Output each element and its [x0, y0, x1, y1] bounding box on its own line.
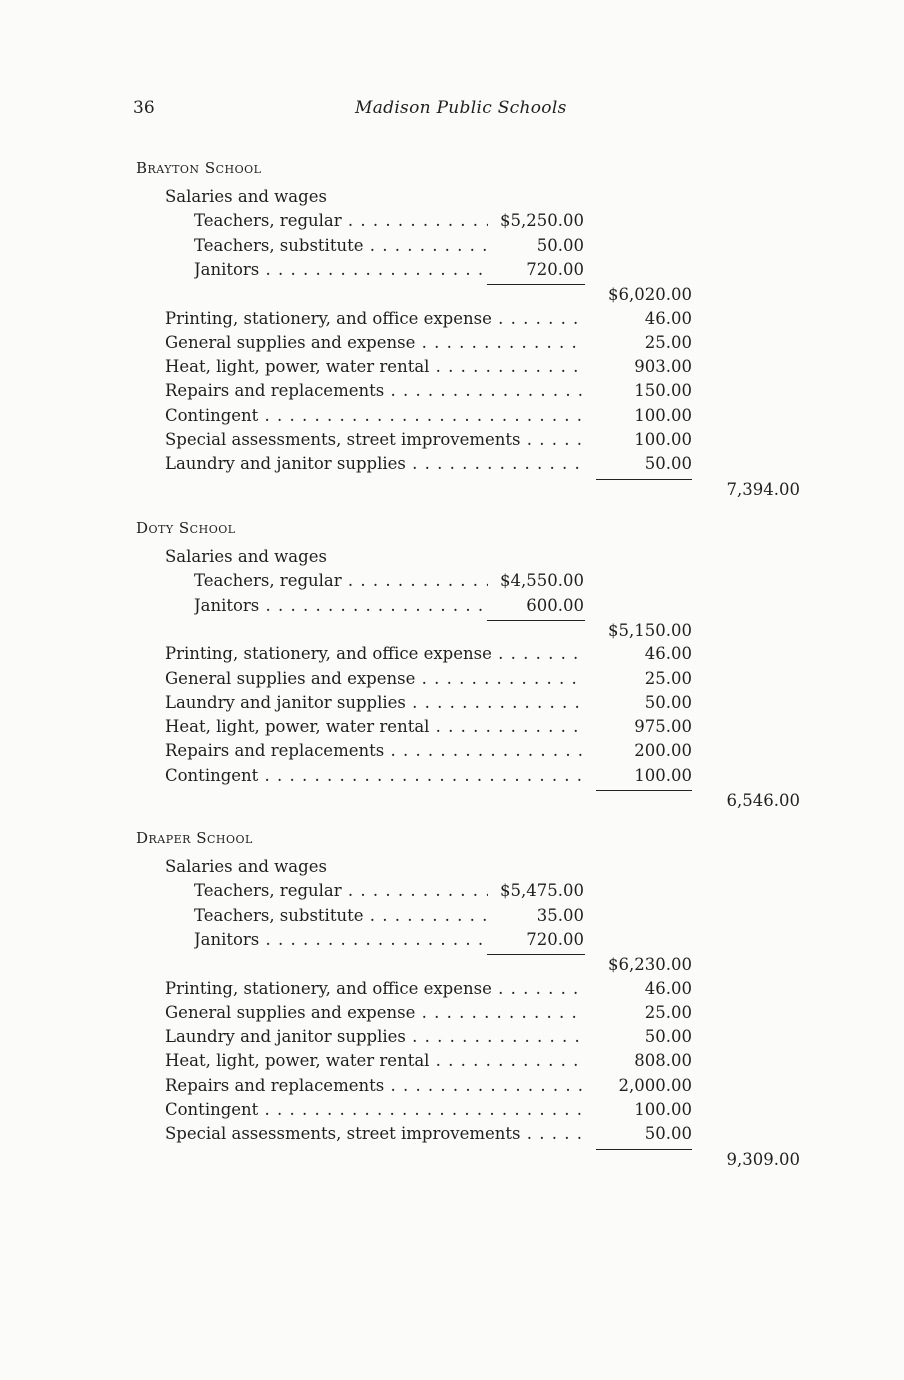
expense-line-label: Repairs and replacements . . .	[165, 739, 585, 763]
expense-line-amount: 50.00	[644, 1027, 692, 1047]
expense-line-label: Heat, light, power, water rental . . .	[165, 715, 585, 739]
expense-line-amount: 200.00	[634, 741, 692, 761]
section-title: Brayton School	[136, 159, 262, 177]
salaries-subtotal: $6,020.00	[608, 285, 692, 305]
expense-line-label: Special assessments, street improvements . . .	[165, 1122, 585, 1146]
subtotal-rule	[487, 620, 585, 621]
expense-line-amount: 903.00	[634, 357, 692, 377]
school-total: 6,546.00	[726, 791, 800, 810]
salary-line-amount: 35.00	[536, 905, 584, 925]
salaries-subtotal: $5,150.00	[608, 620, 692, 640]
section-title: Draper School	[136, 829, 253, 847]
expense-line-amount: 100.00	[634, 765, 692, 785]
salaries-heading: Salaries and wages	[165, 857, 327, 876]
expense-line-amount: 25.00	[644, 1002, 692, 1022]
total-rule	[596, 1149, 692, 1150]
salaries-heading: Salaries and wages	[165, 187, 327, 206]
salary-line-amount: 720.00	[526, 929, 584, 949]
salary-line-label: Janitors . . .	[194, 258, 488, 282]
expense-line-amount: 25.00	[644, 332, 692, 352]
expense-line-label: Printing, stationery, and office expense . . .	[165, 642, 585, 666]
expense-line-amount: 2,000.00	[618, 1075, 692, 1095]
salaries-heading: Salaries and wages	[165, 547, 327, 566]
salaries-subtotal: $6,230.00	[608, 955, 692, 975]
expense-line-amount: 50.00	[644, 1124, 692, 1144]
expense-line-label: Heat, light, power, water rental . . .	[165, 355, 585, 379]
expense-line-amount: 808.00	[634, 1051, 692, 1071]
expense-line-label: Laundry and janitor supplies . . .	[165, 1025, 585, 1049]
school-total: 7,394.00	[726, 479, 800, 499]
salary-line-label: Teachers, regular . . .	[194, 879, 488, 903]
expense-line-amount: 46.00	[644, 644, 692, 664]
salary-line-label: Janitors . . .	[194, 594, 488, 618]
salary-line-amount: 50.00	[536, 235, 584, 255]
expense-line-label: General supplies and expense . . .	[165, 667, 585, 691]
expense-line-label: Heat, light, power, water rental . . .	[165, 1049, 585, 1073]
salary-line-label: Teachers, substitute . . .	[194, 234, 488, 258]
subtotal-rule	[487, 284, 585, 285]
expense-line-amount: 150.00	[634, 381, 692, 401]
salary-line-amount: $4,550.00	[500, 571, 584, 591]
expense-line-label: Contingent . . .	[165, 1098, 585, 1122]
expense-line-label: General supplies and expense . . .	[165, 331, 585, 355]
salary-line-amount: $5,250.00	[500, 211, 584, 231]
expense-line-amount: 46.00	[644, 978, 692, 998]
expense-line-label: Repairs and replacements . . .	[165, 379, 585, 403]
expense-line-amount: 50.00	[644, 692, 692, 712]
expense-line-label: Special assessments, street improvements . . .	[165, 428, 585, 452]
school-total: 9,309.00	[726, 1149, 800, 1169]
expense-line-amount: 975.00	[634, 717, 692, 737]
expense-line-label: Contingent . . .	[165, 404, 585, 428]
salary-line-label: Janitors . . .	[194, 928, 488, 952]
salary-line-amount: 600.00	[526, 595, 584, 615]
section-title: Doty School	[136, 519, 236, 537]
expense-line-label: Laundry and janitor supplies . . .	[165, 452, 585, 476]
salary-line-amount: 720.00	[526, 259, 584, 279]
expense-line-label: Printing, stationery, and office expense . . .	[165, 307, 585, 331]
expense-line-label: Printing, stationery, and office expense . . .	[165, 977, 585, 1001]
expense-line-amount: 46.00	[644, 308, 692, 328]
salary-line-label: Teachers, regular . . .	[194, 569, 488, 593]
page-number: 36	[133, 98, 155, 118]
salary-line-label: Teachers, substitute . . .	[194, 904, 488, 928]
expense-line-amount: 50.00	[644, 454, 692, 474]
expense-line-amount: 100.00	[634, 405, 692, 425]
running-title: Madison Public Schools	[355, 98, 567, 118]
expense-line-label: Contingent . . .	[165, 764, 585, 788]
expense-line-amount: 25.00	[644, 668, 692, 688]
expense-line-label: General supplies and expense . . .	[165, 1001, 585, 1025]
subtotal-rule	[487, 954, 585, 955]
expense-line-label: Laundry and janitor supplies . . .	[165, 691, 585, 715]
page-header	[0, 96, 904, 124]
total-rule	[596, 790, 692, 791]
total-rule	[596, 479, 692, 480]
expense-line-amount: 100.00	[634, 1100, 692, 1119]
salary-line-amount: $5,475.00	[500, 881, 584, 901]
expense-line-amount: 100.00	[634, 430, 692, 449]
expense-line-label: Repairs and replacements . . .	[165, 1074, 585, 1098]
salary-line-label: Teachers, regular . . .	[194, 209, 488, 233]
